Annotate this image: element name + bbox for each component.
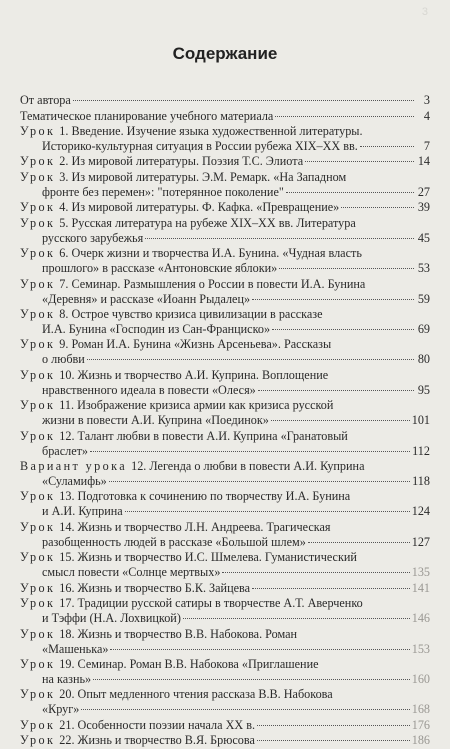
toc-page-number: 69	[417, 321, 430, 336]
toc-entry-text: Жизнь и творчество Л.Н. Андреева. Трагическая	[77, 519, 331, 534]
toc-page-number: 118	[412, 473, 430, 488]
toc-entry[interactable]	[20, 337, 430, 367]
toc-entry[interactable]	[20, 489, 430, 519]
toc-entry[interactable]	[20, 200, 430, 215]
toc-entry[interactable]	[20, 429, 430, 459]
toc-entry-text: русского зарубежья	[42, 230, 144, 245]
toc-entry-text: «Деревня» и рассказе «Иоанн Рыдалец»	[42, 291, 251, 306]
toc-entry-text: Жизнь и творчество А.И. Куприна. Воплощение	[77, 367, 329, 382]
toc-entry-text: Русская литература на рубеже XIX–XX вв. Литература	[71, 215, 356, 230]
toc-entry-text: и А.И. Куприна	[42, 504, 123, 519]
toc-entry[interactable]	[20, 170, 430, 200]
toc-entry-text: «Машенька»	[42, 641, 109, 656]
toc-entry-text: От автора	[20, 93, 71, 107]
toc-entry-text: Жизнь и творчество И.С. Шмелева. Гуманистический	[77, 550, 357, 565]
toc-entry-text: Из мировой литературы. Поэзия Т.С. Элиота	[71, 154, 304, 169]
dot-leader	[73, 100, 414, 101]
toc-entry-text: жизни в повести А.И. Куприна «Поединок»	[42, 413, 269, 428]
lesson-number: 8.	[59, 307, 69, 322]
lesson-number: 9.	[59, 337, 69, 352]
toc-entry[interactable]	[20, 550, 430, 580]
toc-entry[interactable]	[20, 216, 430, 246]
toc-entry-text: о любви	[42, 352, 85, 367]
toc-entry-text: Жизнь и творчество В.В. Набокова. Роман	[77, 626, 298, 641]
toc-page-number: 160	[411, 671, 430, 686]
dot-leader	[360, 146, 414, 147]
dot-leader	[109, 481, 410, 482]
toc-page-number: 4	[423, 108, 430, 123]
lesson-number: 20.	[59, 687, 75, 702]
toc-entry-text: Жизнь и творчество В.Я. Брюсова	[77, 733, 255, 748]
toc-page-number: 7	[423, 138, 430, 153]
toc-page-number: 176	[411, 717, 430, 732]
toc-entry-text: Традиции русской сатиры в творчестве А.Т. Аверченко	[77, 596, 363, 611]
lesson-label: Урок	[20, 246, 56, 261]
lesson-label: Урок	[20, 337, 56, 352]
dot-leader	[110, 649, 409, 650]
toc-entry[interactable]	[20, 124, 430, 154]
lesson-number: 12.	[59, 428, 75, 443]
toc-entry-text: и Тэффи (Н.А. Лохвицкой)	[42, 611, 181, 626]
toc-page-number: 45	[417, 230, 430, 245]
toc-entry-text: Жизнь и творчество Б.К. Зайцева	[77, 580, 251, 595]
dot-leader	[275, 116, 414, 117]
dot-leader	[286, 192, 414, 193]
toc-entry-text: браслет»	[42, 443, 89, 458]
dot-leader	[279, 268, 414, 269]
lesson-label: Урок	[20, 626, 56, 641]
toc-page-number: 186	[411, 733, 430, 748]
lesson-number: 7.	[59, 276, 69, 291]
dot-leader	[125, 511, 410, 512]
toc-page-number: 112	[412, 443, 430, 458]
lesson-label: Урок	[20, 733, 56, 748]
lesson-number: 11.	[59, 398, 75, 413]
dot-leader	[272, 329, 414, 330]
toc-entry-text: разобщенность людей в рассказе «Большой шлем»	[42, 534, 306, 549]
toc-entry-text: Легенда о любви в повести А.И. Куприна	[149, 459, 365, 474]
lesson-label: Урок	[20, 519, 56, 534]
page-number: 3	[421, 6, 428, 18]
toc-page-number: 3	[423, 93, 430, 107]
dot-leader	[222, 572, 409, 573]
table-of-contents	[20, 93, 430, 749]
toc-entry-text: фронте без перемен»: "потерянное поколение"	[42, 184, 284, 199]
toc-entry-text: «Суламифь»	[42, 473, 107, 488]
toc-entry-text: Из мировой литературы. Э.М. Ремарк. «На Западном	[71, 169, 347, 184]
toc-page-number: 95	[417, 382, 430, 397]
toc-page-number: 124	[411, 504, 430, 519]
lesson-number: 1.	[59, 124, 69, 138]
lesson-label: Урок	[20, 428, 56, 443]
lesson-number: 17.	[59, 596, 75, 611]
dot-leader	[257, 725, 410, 726]
toc-entry[interactable]	[20, 687, 430, 717]
lesson-label: Урок	[20, 717, 56, 732]
toc-entry[interactable]	[20, 718, 430, 733]
dot-leader	[252, 588, 410, 589]
toc-entry-text: Роман И.А. Бунина «Жизнь Арсеньева». Рассказы	[71, 337, 332, 352]
lesson-number: 22.	[59, 733, 75, 748]
toc-entry[interactable]	[20, 109, 430, 124]
toc-entry[interactable]	[20, 368, 430, 398]
toc-entry-text: Семинар. Роман В.В. Набокова «Приглашение	[77, 657, 319, 671]
toc-entry-text: нравственного идеала в повести «Олеся»	[42, 382, 256, 397]
toc-entry[interactable]	[20, 154, 430, 169]
toc-entry[interactable]	[20, 277, 430, 307]
lesson-label: Урок	[20, 657, 56, 671]
toc-entry-text: И.А. Бунина «Господин из Сан-Франциско»	[42, 321, 271, 336]
lesson-label: Урок	[20, 596, 56, 611]
toc-entry-text: Особенности поэзии начала XX в.	[77, 717, 256, 732]
toc-page-number: 135	[411, 565, 430, 580]
toc-page-number: 101	[411, 413, 430, 428]
lesson-label: Урок	[20, 215, 56, 230]
dot-leader	[308, 542, 410, 543]
lesson-label: Урок	[20, 154, 56, 169]
toc-entry-text: Острое чувство кризиса цивилизации в рассказе	[71, 307, 323, 322]
lesson-number: 15.	[59, 550, 75, 565]
lesson-number: 3.	[59, 169, 69, 184]
lesson-label: Урок	[20, 489, 56, 504]
dot-leader	[90, 451, 410, 452]
lesson-label: Урок	[20, 276, 56, 291]
toc-entry-text: Подготовка к сочинению по творчеству И.А. Бунина	[77, 489, 351, 504]
toc-page-number: 127	[411, 534, 430, 549]
lesson-label: Урок	[20, 124, 56, 138]
dot-leader	[305, 161, 414, 162]
toc-entry-text: прошлого» в рассказе «Антоновские яблоки»	[42, 261, 278, 276]
toc-entry-text: смысл повести «Солнце мертвых»	[42, 565, 221, 580]
toc-entry-text: Из мировой литературы. Ф. Кафка. «Превращение»	[71, 200, 340, 215]
lesson-number: 10.	[59, 367, 75, 382]
toc-page-number: 168	[411, 702, 430, 717]
lesson-number: 13.	[59, 489, 75, 504]
lesson-number: 6.	[59, 246, 69, 261]
dot-leader	[87, 359, 414, 360]
toc-entry-text: Изображение кризиса армии как кризиса русской	[77, 398, 334, 413]
toc-entry[interactable]	[20, 459, 430, 489]
toc-entry[interactable]	[20, 246, 430, 276]
lesson-label: Урок	[20, 550, 56, 565]
toc-entry-text: Тематическое планирование учебного материала	[20, 108, 274, 123]
dot-leader	[341, 207, 414, 208]
toc-entry[interactable]	[20, 520, 430, 550]
toc-entry-text: Талант любви в повести А.И. Куприна «Гранатовый	[77, 428, 348, 443]
lesson-number: 19.	[59, 657, 75, 671]
toc-entry[interactable]	[20, 627, 430, 657]
toc-entry-text: Семинар. Размышления о России в повести И.А. Бунина	[71, 276, 366, 291]
toc-page-number: 39	[417, 200, 430, 215]
lesson-label: Вариант урока	[20, 459, 128, 474]
toc-page-number: 141	[411, 580, 430, 595]
toc-entry[interactable]	[20, 581, 430, 596]
dot-leader	[252, 299, 414, 300]
toc-page-number: 146	[411, 611, 430, 626]
toc-entry[interactable]	[20, 307, 430, 337]
lesson-label: Урок	[20, 307, 56, 322]
lesson-label: Урок	[20, 367, 56, 382]
dot-leader	[81, 709, 409, 710]
lesson-number: 4.	[59, 200, 69, 215]
dot-leader	[257, 740, 410, 741]
dot-leader	[271, 420, 410, 421]
toc-page-number: 53	[417, 261, 430, 276]
toc-entry-text: на казнь»	[42, 671, 92, 686]
toc-entry[interactable]	[20, 398, 430, 428]
lesson-number: 5.	[59, 215, 69, 230]
lesson-number: 2.	[59, 154, 69, 169]
page-title: Содержание	[172, 44, 278, 63]
dot-leader	[258, 390, 414, 391]
lesson-label: Урок	[20, 200, 56, 215]
toc-entry-text: Историко-культурная ситуация в России рубежа XIX–XX вв.	[42, 138, 358, 153]
lesson-number: 12.	[131, 459, 147, 474]
toc-page-number: 153	[411, 641, 430, 656]
toc-page-number: 14	[417, 154, 430, 169]
dot-leader	[183, 618, 410, 619]
dot-leader	[93, 679, 410, 680]
toc-entry[interactable]	[20, 596, 430, 626]
lesson-number: 18.	[59, 626, 75, 641]
toc-entry-text: Введение. Изучение языка художественной литературы.	[71, 124, 363, 138]
lesson-number: 14.	[59, 519, 75, 534]
lesson-label: Урок	[20, 687, 56, 702]
toc-entry[interactable]	[20, 733, 430, 748]
toc-entry-text: Очерк жизни и творчества И.А. Бунина. «Чудная власть	[71, 246, 362, 261]
lesson-label: Урок	[20, 398, 56, 413]
toc-entry[interactable]	[20, 657, 430, 687]
toc-page-number: 59	[417, 291, 430, 306]
dot-leader	[145, 238, 414, 239]
lesson-label: Урок	[20, 169, 56, 184]
toc-page-number: 27	[417, 184, 430, 199]
toc-entry-text: «Круг»	[42, 702, 80, 717]
toc-page-number: 80	[417, 352, 430, 367]
lesson-number: 21.	[59, 717, 75, 732]
toc-entry[interactable]	[20, 93, 430, 108]
lesson-label: Урок	[20, 580, 56, 595]
toc-entry-text: Опыт медленного чтения рассказа В.В. Набокова	[77, 687, 333, 702]
lesson-number: 16.	[59, 580, 75, 595]
